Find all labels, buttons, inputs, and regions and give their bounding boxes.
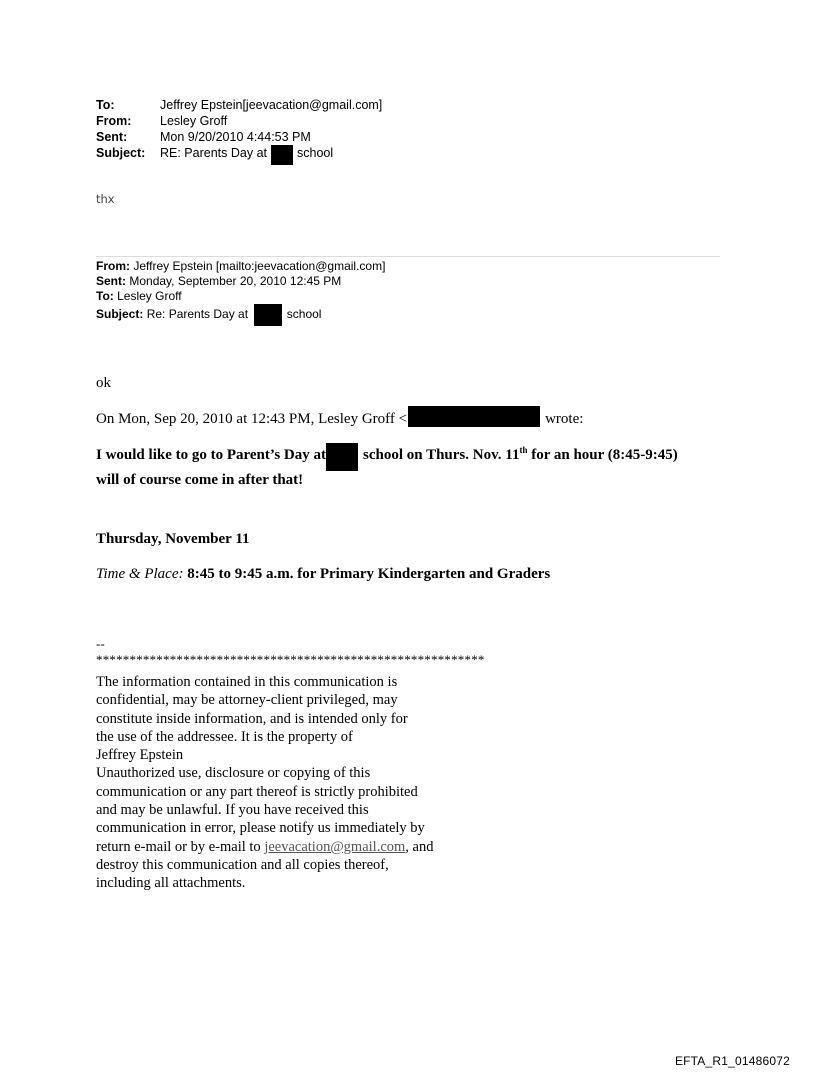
disclaimer-line: confidential, may be attorney-client privileged, may (96, 692, 398, 709)
header-from-row (96, 113, 382, 129)
fwd-subject-end: school (286, 307, 322, 322)
event-date: Thursday, November 11 (96, 531, 250, 547)
from-value: Lesley Groff (160, 114, 228, 128)
fwd-subject-label: Subject: (96, 307, 144, 322)
disclaimer-line: The information contained in this communication is (96, 674, 398, 690)
redaction-block (254, 304, 282, 326)
subject-label: Subject: (96, 146, 146, 160)
disclaimer-line (96, 838, 476, 856)
para-text-2: school on Thurs. Nov. 11 (363, 447, 520, 463)
fwd-sent-value: Monday, September 20, 2010 12:45 PM (129, 274, 342, 288)
disclaimer-line: communication or any part thereof is strictly prohibited (96, 783, 418, 800)
divider-line (96, 256, 720, 257)
fwd-to-label: To: (96, 289, 114, 303)
quote-intro (96, 406, 583, 428)
para-text-1: I would like to go to Parent’s Day at (96, 447, 326, 463)
disclaimer-line: communication in error, please notify us immediately by (96, 820, 425, 837)
disclaimer (96, 673, 476, 893)
email-link[interactable]: jeevacation@gmail.com (264, 838, 406, 855)
disclaimer-line: Jeffrey Epstein (96, 747, 184, 764)
signature-dash: -- (96, 636, 105, 651)
disclaimer-line: and may be unlawful. If you have received this (96, 802, 369, 819)
fwd-sent-label: Sent: (96, 274, 126, 288)
from-label: From: (96, 114, 132, 128)
para-line-2: will of course come in after that! (96, 472, 304, 488)
redaction-block (326, 443, 358, 471)
redaction-block (408, 406, 540, 427)
disclaimer-line: constitute inside information, and is intended only for (96, 710, 408, 727)
para-text-3: for an hour (8:45-9:45) (531, 447, 678, 463)
disclaimer-line: the use of the addressee. It is the property of (96, 728, 353, 745)
header-subject-row (96, 145, 382, 165)
quoted-paragraph (96, 441, 736, 489)
fwd-from-value: Jeffrey Epstein [mailto:jeevacation@gmail.com] (133, 259, 386, 273)
document-id: EFTA_R1_01486072 (674, 1054, 790, 1068)
signature-stars: ********************************************************** (96, 652, 485, 667)
to-value: Jeffrey Epstein[jeevacation@gmail.com] (160, 98, 383, 112)
message-ok: ok (96, 375, 111, 391)
para-superscript: th (519, 445, 528, 455)
disclaimer-line: Unauthorized use, disclosure or copying of this (96, 765, 371, 782)
disclaimer-line: destroy this communication and all copies thereof, (96, 856, 389, 873)
time-place (96, 566, 550, 583)
fwd-to-value: Lesley Groff (117, 289, 182, 303)
subject-value-end: school (297, 146, 334, 160)
redaction-block (271, 145, 293, 165)
sent-label: Sent: (96, 130, 128, 144)
fwd-subject-row (96, 304, 385, 326)
time-place-label: Time & Place: (96, 566, 184, 582)
header-sent-row (96, 129, 382, 145)
subject-value-start: RE: Parents Day at (160, 146, 267, 160)
email-header (96, 97, 382, 165)
fwd-sent-row (96, 274, 385, 289)
sent-value: Mon 9/20/2010 4:44:53 PM (160, 130, 311, 144)
disclaimer-line: including all attachments. (96, 875, 246, 892)
quote-intro-end: wrote: (545, 411, 584, 427)
reply-body: thx (96, 192, 115, 206)
header-to-row (96, 97, 382, 113)
disclaimer-text: return e-mail or by e-mail to (96, 838, 261, 855)
forwarded-header (96, 259, 385, 326)
fwd-to-row (96, 289, 385, 304)
fwd-subject-start: Re: Parents Day at (146, 307, 249, 322)
fwd-from-label: From: (96, 259, 130, 273)
quote-intro-start: On Mon, Sep 20, 2010 at 12:43 PM, Lesley Groff < (96, 411, 408, 427)
fwd-from-row (96, 259, 385, 274)
disclaimer-text: , and (405, 838, 434, 855)
to-label: To: (96, 98, 115, 112)
time-place-value: 8:45 to 9:45 a.m. for Primary Kindergarten and Graders (187, 566, 551, 582)
